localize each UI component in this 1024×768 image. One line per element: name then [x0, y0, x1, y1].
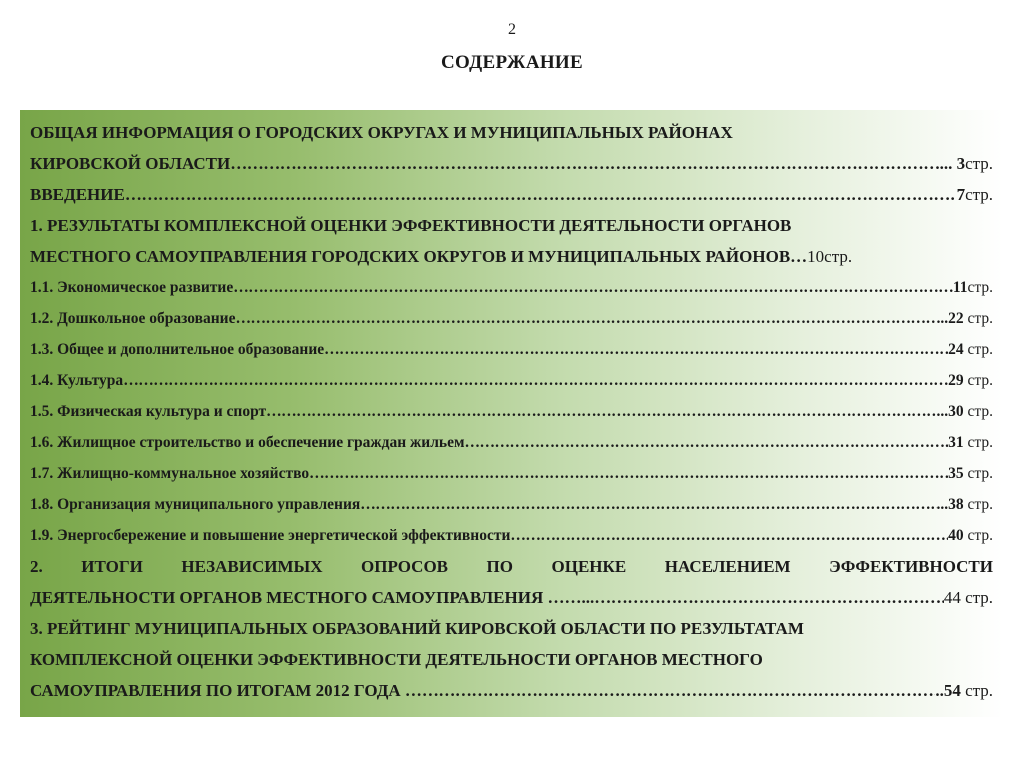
- toc-section2-word: ИТОГИ: [81, 557, 143, 576]
- toc-section2-word: 2.: [30, 557, 43, 576]
- toc-page-ref: [948, 365, 993, 396]
- dot-leader: [594, 582, 944, 613]
- page-number-value: 31: [948, 434, 964, 451]
- toc-page-ref: [937, 489, 993, 520]
- toc-page-ref: [935, 675, 993, 706]
- toc-entry-general[interactable]: [30, 148, 993, 179]
- page-number: 2: [508, 21, 516, 38]
- toc-section3-title-part3: САМОУПРАВЛЕНИЯ ПО ИТОГАМ 2012 ГОДА …: [30, 681, 422, 700]
- page-unit: стр.: [824, 247, 853, 266]
- toc-entry-subsection[interactable]: [30, 303, 993, 334]
- dot-leader: [309, 458, 948, 489]
- toc-subsection-title: 1.6. Жилищное строительство и обеспечение граждан жильем: [30, 434, 465, 451]
- toc-section2-word: НЕЗАВИСИМЫХ: [181, 557, 323, 576]
- dot-leader: [233, 272, 953, 303]
- toc-section1-title-part2: МЕСТНОГО САМОУПРАВЛЕНИЯ ГОРОДСКИХ ОКРУГОВ И МУНИЦИПАЛЬНЫХ РАЙОНОВ…: [30, 247, 808, 266]
- toc-subsection-title: 1.4. Культура: [30, 372, 124, 389]
- page-unit: стр.: [963, 403, 993, 420]
- toc-entry-subsection[interactable]: [30, 520, 993, 551]
- page-number-value: ..22: [940, 310, 964, 327]
- page-number-value: 11: [952, 279, 968, 296]
- toc-page-ref: [948, 427, 993, 458]
- toc-subsection-title: 1.1. Экономическое развитие: [30, 279, 234, 296]
- toc-page-ref: [953, 272, 993, 303]
- dot-leader: [123, 365, 948, 396]
- toc-lines: [30, 117, 993, 706]
- toc-general-line-1: [30, 117, 993, 148]
- toc-section3-title-part2: КОМПЛЕКСНОЙ ОЦЕНКИ ЭФФЕКТИВНОСТИ ДЕЯТЕЛЬНОСТИ ОРГАНОВ МЕСТНОГО: [30, 650, 763, 669]
- page-number-value: 10: [807, 247, 825, 266]
- toc-intro-title: ВВЕДЕНИЕ: [30, 185, 125, 204]
- toc-entry-subsection[interactable]: [30, 365, 993, 396]
- toc-section2-word: ЭФФЕКТИВНОСТИ: [829, 557, 993, 576]
- toc-entry-subsection[interactable]: [30, 458, 993, 489]
- dot-leader: [324, 334, 948, 365]
- toc-entry-subsection[interactable]: [30, 427, 993, 458]
- toc-subsection-title: 1.8. Организация муниципального управления: [30, 496, 361, 513]
- toc-page-ref: [807, 241, 852, 272]
- toc-entry-subsection[interactable]: [30, 489, 993, 520]
- toc-section2-word: ОЦЕНКЕ: [551, 557, 627, 576]
- dot-leader: [510, 520, 948, 551]
- page-unit: стр.: [963, 372, 993, 389]
- page-unit: стр.: [963, 465, 993, 482]
- page-unit: стр.: [963, 496, 993, 513]
- page-number-value: 24: [948, 341, 964, 358]
- page-number-value: 40: [948, 527, 964, 544]
- toc-page-ref: [940, 148, 993, 179]
- toc-page-ref: [957, 179, 993, 210]
- toc-page-ref: [948, 334, 993, 365]
- toc-subsection-title: 1.3. Общее и дополнительное образование: [30, 341, 325, 358]
- toc-section2-title-part2: ДЕЯТЕЛЬНОСТИ ОРГАНОВ МЕСТНОГО САМОУПРАВЛЕНИЯ ……...: [30, 588, 595, 607]
- toc-entry-subsection[interactable]: [30, 396, 993, 427]
- toc-entry-section3[interactable]: [30, 675, 993, 706]
- toc-subsection-title: 1.7. Жилищно-коммунальное хозяйство: [30, 465, 310, 482]
- page-number-value: ...30: [936, 403, 964, 420]
- dot-leader: [422, 675, 935, 706]
- page-number-value: ...38: [936, 496, 964, 513]
- dot-leader: [125, 179, 957, 210]
- toc-section3-line-1: [30, 613, 993, 644]
- page-unit: стр.: [965, 185, 993, 204]
- page-unit: стр.: [960, 588, 993, 607]
- page-unit: стр.: [963, 434, 993, 451]
- toc-subsection-title: 1.5. Физическая культура и спорт: [30, 403, 267, 420]
- toc-general-title-part1: ОБЩАЯ ИНФОРМАЦИЯ О ГОРОДСКИХ ОКРУГАХ И МУНИЦИПАЛЬНЫХ РАЙОНАХ: [30, 123, 733, 142]
- toc-entry-subsection[interactable]: [30, 272, 993, 303]
- dot-leader: [360, 489, 936, 520]
- toc-section2-word: ОПРОСОВ: [361, 557, 449, 576]
- toc-section2-line-1: [30, 551, 993, 582]
- dot-leader: [235, 303, 940, 334]
- page-number-value: 35: [948, 465, 964, 482]
- toc-entry-subsection[interactable]: [30, 334, 993, 365]
- toc-page-ref: [940, 303, 993, 334]
- dot-leader: [266, 396, 936, 427]
- page-unit: стр.: [963, 310, 993, 327]
- page-unit: стр.: [960, 681, 993, 700]
- toc-section1-title-part1: 1. РЕЗУЛЬТАТЫ КОМПЛЕКСНОЙ ОЦЕНКИ ЭФФЕКТИВНОСТИ ДЕЯТЕЛЬНОСТИ ОРГАНОВ: [30, 216, 792, 235]
- toc-general-title-part2: КИРОВСКОЙ ОБЛАСТИ: [30, 154, 231, 173]
- toc-section2-word: ПО: [486, 557, 513, 576]
- toc-page-ref: [948, 520, 993, 551]
- toc-subsection-title: 1.9. Энергосбережение и повышение энергетической эффективности: [30, 527, 511, 544]
- toc-entry-intro[interactable]: [30, 179, 993, 210]
- toc-section3-title-part1: 3. РЕЙТИНГ МУНИЦИПАЛЬНЫХ ОБРАЗОВАНИЙ КИРОВСКОЙ ОБЛАСТИ ПО РЕЗУЛЬТАТАМ: [30, 619, 804, 638]
- toc-page-ref: [948, 458, 993, 489]
- toc-section1-line-1: [30, 210, 993, 241]
- page-number-value: 29: [948, 372, 964, 389]
- toc-page-ref: [944, 582, 993, 613]
- dot-leader: [230, 148, 939, 179]
- page-number-value: 44: [943, 588, 961, 607]
- page-unit: стр.: [965, 154, 993, 173]
- page-unit: стр.: [963, 527, 993, 544]
- toc-entry-section1[interactable]: [30, 241, 993, 272]
- toc-section2-word: НАСЕЛЕНИЕМ: [664, 557, 791, 576]
- page-unit: стр.: [963, 341, 993, 358]
- page-unit: стр.: [967, 279, 993, 296]
- toc-section3-line-2: [30, 644, 993, 675]
- page-number-value: ... 3: [939, 154, 966, 173]
- toc-subsection-title: 1.2. Дошкольное образование: [30, 310, 236, 327]
- dot-leader: [465, 427, 949, 458]
- page-number-value: ..54: [935, 681, 961, 700]
- toc-subsections: [30, 272, 993, 551]
- page-number-value: 7: [956, 185, 966, 204]
- toc-entry-section2[interactable]: [30, 582, 993, 613]
- toc-page-ref: [937, 396, 993, 427]
- table-of-contents: [20, 110, 1003, 717]
- page-title: СОДЕРЖАНИЕ: [441, 52, 583, 73]
